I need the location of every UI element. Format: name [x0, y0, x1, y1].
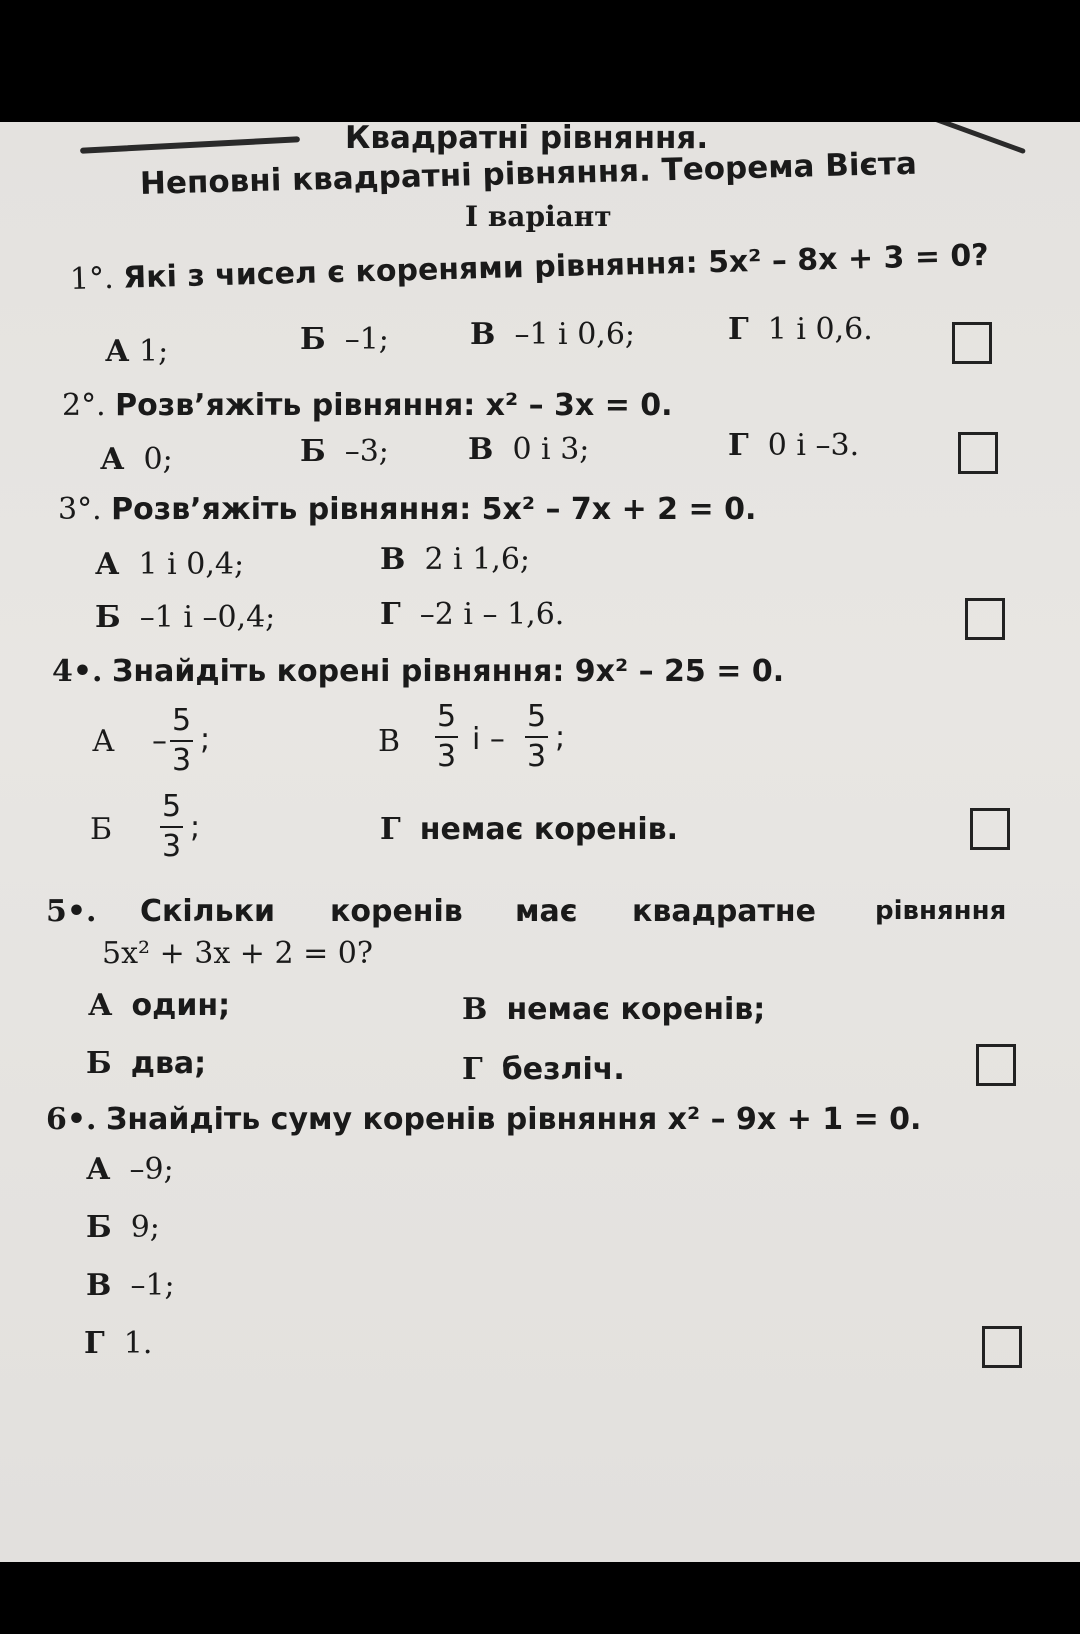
q2-option-c: В 0 і 3;: [468, 432, 590, 467]
q4-option-a-letter: А: [92, 724, 115, 759]
question-1: [70, 238, 990, 297]
q5-option-b: Б два;: [86, 1046, 207, 1081]
question-word: рівняння: [875, 896, 1007, 926]
q3-option-c: В 2 і 1,6;: [380, 542, 531, 577]
q1-option-a: А 1;: [105, 334, 169, 369]
page-edge-line: [80, 136, 300, 154]
q4-option-b-fraction: $\frac{5}{3}$: [162, 789, 182, 864]
question-number: 5•.: [46, 894, 97, 929]
question-text: Розв’яжіть рівняння: x² – 3x = 0.: [115, 388, 673, 423]
question-word: має: [515, 894, 578, 929]
question-number: 2°.: [62, 388, 106, 423]
question-equation: 5x² + 3x + 2 = 0?: [102, 936, 373, 971]
q3-option-d: Г –2 і – 1,6.: [380, 597, 565, 632]
question-number: 3°.: [58, 492, 102, 527]
page-title: Неповні квадратні рівняння. Теорема Вієта: [139, 145, 918, 202]
question-4: [52, 654, 784, 689]
q5-option-d: Г безліч.: [462, 1052, 625, 1087]
q4-option-c-fraction-2: $\frac{5}{3}$: [527, 699, 547, 774]
q2-answer-box[interactable]: [958, 432, 998, 474]
question-number: 6•.: [46, 1102, 97, 1137]
page-title-topic: Квадратні рівняння.: [345, 122, 709, 156]
question-2: [62, 388, 673, 423]
q6-answer-box[interactable]: [982, 1326, 1022, 1368]
q5-option-a: А один;: [88, 988, 231, 1023]
question-6: [46, 1102, 921, 1137]
q4-option-b-tail: ;: [190, 810, 201, 845]
q4-option-a-sign: –: [152, 724, 167, 759]
q3-option-b: Б –1 і –0,4;: [95, 600, 276, 635]
q1-answer-box[interactable]: [952, 322, 992, 364]
q6-option-c: В –1;: [86, 1268, 175, 1303]
q5-answer-box[interactable]: [976, 1044, 1016, 1086]
q1-option-d: Г 1 і 0,6.: [728, 312, 873, 347]
q6-option-b: Б 9;: [86, 1210, 160, 1245]
q2-option-a: А 0;: [100, 442, 173, 477]
variant-label: І варіант: [465, 200, 612, 233]
q2-option-b: Б –3;: [300, 434, 389, 469]
q4-option-c-letter: В: [378, 724, 401, 759]
q4-option-b-letter: Б: [90, 812, 113, 847]
q4-answer-box[interactable]: [970, 808, 1010, 850]
question-text: Розв’яжіть рівняння: 5x² – 7x + 2 = 0.: [111, 492, 757, 527]
q2-option-d: Г 0 і –3.: [728, 428, 860, 463]
q1-option-b: Б –1;: [300, 322, 389, 357]
question-text: Знайдіть суму коренів рівняння x² – 9x + 1 = 0.: [106, 1102, 922, 1137]
question-number: 1°.: [69, 260, 115, 297]
question-word: квадратне: [632, 894, 816, 929]
q3-option-a: А 1 і 0,4;: [95, 547, 245, 582]
question-text: Знайдіть корені рівняння: 9x² – 25 = 0.: [112, 654, 785, 689]
q5-option-c: В немає коренів;: [462, 992, 766, 1027]
q6-option-a: А –9;: [86, 1152, 174, 1187]
q4-option-d: Г немає коренів.: [380, 812, 679, 847]
q4-option-c-mid: і –: [472, 722, 505, 757]
q6-option-d: Г 1.: [84, 1326, 153, 1361]
q4-option-a-tail: ;: [200, 722, 211, 757]
q3-answer-box[interactable]: [965, 598, 1005, 640]
question-number: 4•.: [52, 654, 103, 689]
question-text: Які з чисел є коренями рівняння: 5x² – 8x + 3 = 0?: [122, 237, 990, 296]
question-3: [58, 492, 756, 527]
q4-option-a-fraction: $\frac{5}{3}$: [172, 703, 192, 778]
q4-option-c-fraction: $\frac{5}{3}$: [437, 699, 457, 774]
q1-option-c: В –1 і 0,6;: [470, 317, 636, 352]
q4-option-c-tail: ;: [555, 720, 566, 755]
question-word: коренів: [330, 894, 463, 929]
worksheet-page: [0, 122, 1080, 1562]
question-word: Скільки: [140, 894, 275, 929]
